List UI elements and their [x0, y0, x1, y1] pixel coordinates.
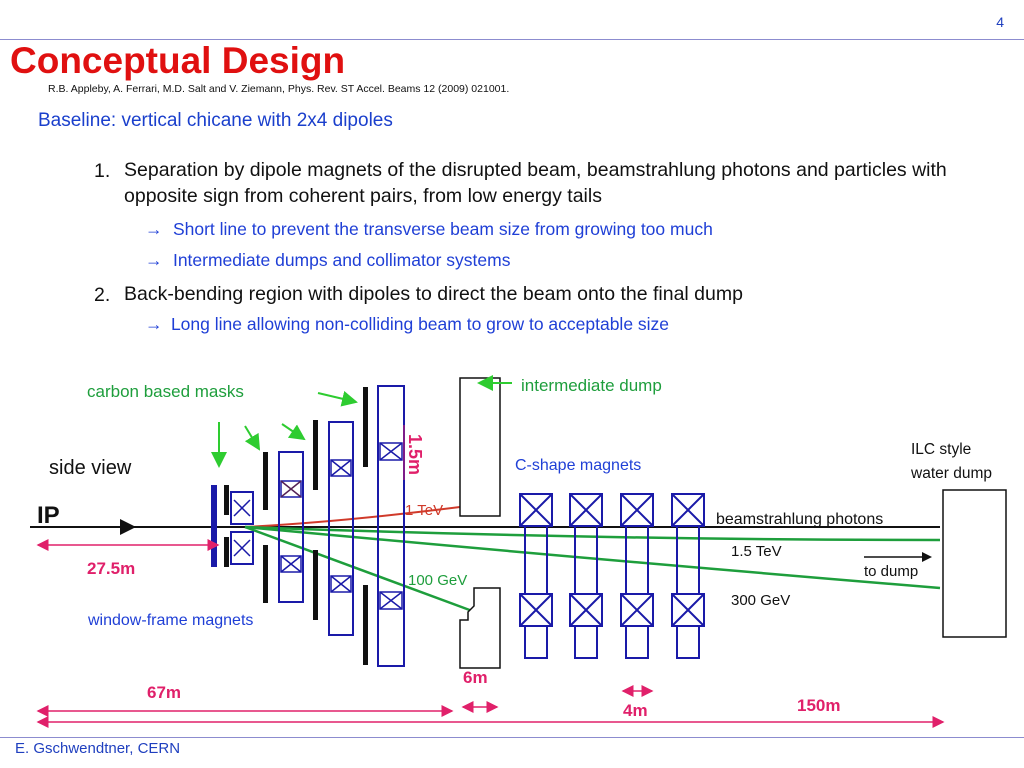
dim-27-5m-label: 27.5m	[87, 559, 136, 578]
ilc-dump-label-line2: water dump	[911, 465, 992, 482]
ip-mask-bar	[211, 485, 217, 567]
item-2-sub-1-text: Long line allowing non-colliding beam to grow to acceptable size	[170, 314, 670, 334]
item-1-text: Separation by dipole magnets of the disrupted beam, beamstrahlung photons and particles with opposite sign from coherent pairs, from low energy tails	[124, 159, 947, 207]
dipole-cross-icon	[281, 481, 301, 497]
right-arrow-icon: →	[145, 219, 163, 239]
mask-pointer-arrow-icon	[318, 393, 356, 402]
side-view-label: side view	[49, 457, 132, 479]
dipole-cross-icon	[281, 556, 301, 572]
right-arrow-icon: →	[145, 314, 163, 334]
carbon-mask	[263, 452, 268, 510]
dipole-cross-icon	[234, 500, 250, 516]
dim-6m-label: 6m	[463, 668, 488, 687]
carbon-mask	[313, 420, 318, 490]
carbon-masks-label: carbon based masks	[87, 382, 244, 401]
mask-bar	[224, 537, 229, 567]
dipole-cross-icon	[234, 540, 250, 556]
c-shape-magnet	[570, 494, 602, 658]
beam-100gev-label: 100 GeV	[408, 572, 468, 589]
window-frame-magnet	[329, 422, 353, 635]
ilc-dump-label-line1: ILC style	[911, 441, 972, 458]
beam-1tev-label: 1 TeV	[405, 502, 444, 519]
right-arrow-icon: →	[145, 250, 163, 270]
item-1-sub-2-text: Intermediate dumps and collimator systems	[172, 250, 511, 270]
mask-pointer-arrow-icon	[245, 426, 259, 449]
mask-bar	[224, 485, 229, 515]
to-dump-arrow-icon	[922, 552, 932, 562]
slide-title: Conceptual Design	[10, 40, 346, 81]
c-shape-magnets-label: C-shape magnets	[515, 457, 642, 474]
carbon-mask	[263, 545, 268, 603]
beam-1-5tev-label: 1.5 TeV	[731, 543, 782, 560]
height-label: 1.5m	[405, 434, 425, 476]
page-number: 4	[996, 14, 1004, 30]
carbon-mask	[363, 387, 368, 467]
mask-pointer-arrow-icon	[282, 424, 304, 439]
beam-direction-arrow-icon	[120, 519, 136, 535]
item-1-sub-1-text: Short line to prevent the transverse beam size from growing too much	[172, 219, 713, 239]
baseline-heading: Baseline: vertical chicane with 2x4 dipoles	[38, 110, 393, 131]
reference-citation: R.B. Appleby, A. Ferrari, M.D. Salt and V. Ziemann, Phys. Rev. ST Accel. Beams 12 (2009) 021001.	[48, 83, 510, 95]
to-dump-label: to dump	[864, 563, 919, 580]
dipole-cross-icon	[331, 460, 351, 476]
item-1-number: 1.	[94, 160, 111, 182]
c-shape-magnet	[672, 494, 704, 658]
dim-150m-label: 150m	[797, 696, 841, 715]
intermediate-dump-lower	[460, 588, 500, 668]
dipole-cross-icon	[380, 592, 402, 609]
item-2-number: 2.	[94, 284, 111, 306]
carbon-mask	[313, 550, 318, 620]
c-shape-magnet	[520, 494, 552, 658]
dim-67m-label: 67m	[147, 683, 182, 702]
carbon-mask	[363, 585, 368, 665]
dim-4m-label: 4m	[623, 701, 648, 720]
beam-300gev-label: 300 GeV	[731, 592, 791, 609]
c-shape-magnet	[621, 494, 653, 658]
ilc-water-dump	[943, 490, 1006, 637]
trajectory-1-5tev	[245, 527, 940, 540]
c-shape-magnets	[520, 494, 704, 658]
ip-label: IP	[37, 502, 60, 529]
intermediate-dump-label: intermediate dump	[521, 376, 662, 395]
footer-author: E. Gschwendtner, CERN	[15, 740, 181, 757]
dipole-cross-icon	[380, 443, 402, 460]
dipole-cross-icon	[331, 576, 351, 592]
intermediate-dump-upper	[460, 378, 500, 516]
beamstrahlung-label: beamstrahlung photons	[716, 511, 884, 528]
item-2-text: Back-bending region with dipoles to direct the beam onto the final dump	[124, 283, 743, 305]
window-frame-magnets-label: window-frame magnets	[88, 612, 254, 629]
footer-divider	[0, 737, 1024, 738]
